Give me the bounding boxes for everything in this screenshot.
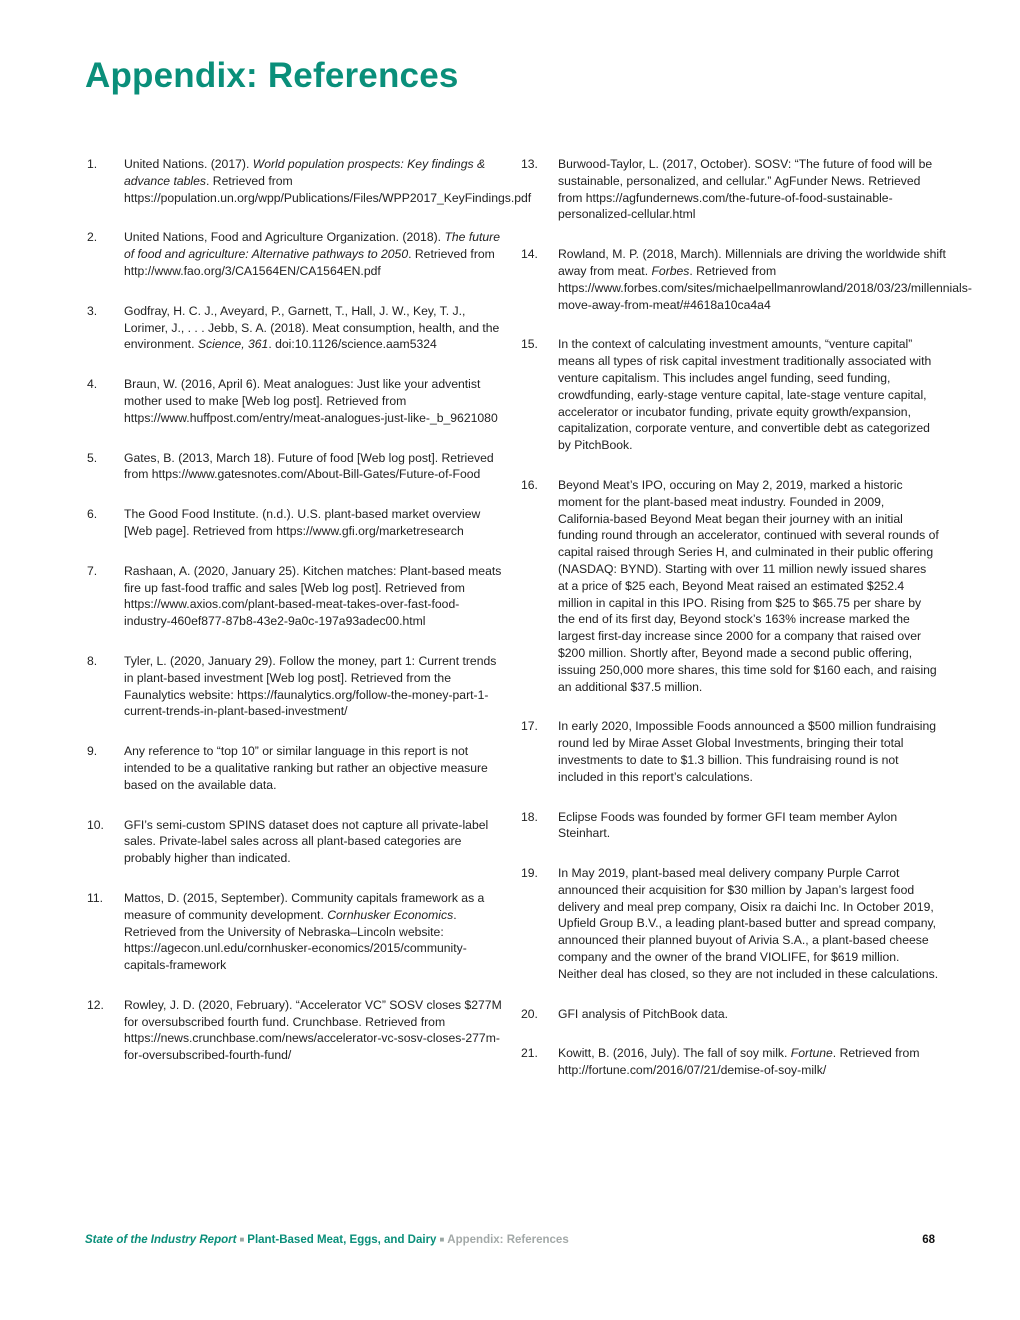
reference-number: 2. [87, 230, 98, 245]
reference-text [124, 506, 502, 540]
reference-text-segment: Eclipse Foods was founded by former GFI team member Aylon Steinhart. [558, 809, 898, 841]
reference-number: 9. [87, 744, 98, 759]
reference-text [124, 376, 502, 426]
footer-separator: ■ [439, 1235, 445, 1244]
reference-text-segment: Tyler, L. (2020, January 29). Follow the money, part 1: Current trends in plant-based investment [Web log post]. Retrieved from the Faunalytics website: https://faunalytics.org/follow-the-money-part-1-current-trends-in-plant-based-investment/ [124, 653, 497, 719]
reference-item [87, 997, 502, 1064]
reference-number: 5. [87, 450, 98, 465]
reference-number: 12. [87, 997, 104, 1012]
reference-text-segment: United Nations. (2017). [124, 157, 253, 171]
reference-number: 6. [87, 507, 98, 522]
reference-number: 15. [521, 337, 538, 352]
reference-text [558, 156, 939, 223]
footer-topic: Plant-Based Meat, Eggs, and Dairy [247, 1234, 437, 1246]
reference-title-italic: Forbes [651, 263, 690, 278]
reference-title-italic: The future of food and agriculture: Alternative pathways to 2050 [124, 230, 501, 262]
reference-number: 1. [87, 157, 98, 171]
reference-text-segment: Godfray, H. C. J., Aveyard, P., Garnett, T., Hall, J. W., Key, T. J., Lorimer, J., . . . Jebb, S. A. (2018). Meat consumption, health, and the environment. [124, 303, 500, 352]
reference-number: 18. [521, 809, 538, 824]
reference-text [124, 156, 531, 206]
page-footer [85, 1234, 935, 1246]
reference-text [124, 743, 502, 793]
reference-text-segment: . Retrieved from the University of Nebraska–Lincoln website: https://agecon.unl.edu/cornhusker-economics/2015/community-capitals-framework [124, 907, 467, 973]
reference-text [558, 718, 939, 785]
reference-text-segment: United Nations, Food and Agriculture Organization. (2018). [124, 230, 445, 245]
reference-item [521, 1006, 939, 1023]
reference-title-italic: World population prospects: Key findings & advance tables [124, 157, 486, 188]
reference-text [124, 997, 502, 1064]
reference-number: 4. [87, 377, 98, 392]
reference-text [124, 817, 502, 867]
reference-text-segment: . Retrieved from https://www.forbes.com/sites/michaelpellmanrowland/2018/03/23/millennials-move-away-from-meat/#4618a10ca4a4 [558, 263, 972, 312]
reference-text [558, 865, 939, 983]
reference-item [87, 743, 502, 793]
reference-item [87, 653, 502, 720]
reference-text-segment: Rowland, M. P. (2018, March). Millennials are driving the worldwide shift away from meat. [558, 247, 946, 278]
reference-text [558, 246, 972, 313]
reference-item [87, 890, 502, 974]
reference-text-segment: Rowley, J. D. (2020, February). “Accelerator VC” SOSV closes $277M for oversubscribed fourth fund. Crunchbase. Retrieved from https://news.crunchbase.com/news/accelerator-vc-sosv-closes-277m-for-oversubscribed-fourth-fund/ [124, 997, 502, 1063]
reference-item [521, 246, 972, 313]
reference-text [124, 303, 502, 353]
reference-item [521, 865, 939, 983]
reference-item [87, 229, 502, 279]
reference-item [87, 376, 502, 426]
reference-item [521, 1045, 939, 1079]
reference-number: 7. [87, 563, 98, 578]
reference-item [521, 718, 939, 785]
reference-title-italic: Fortune [790, 1046, 833, 1061]
reference-text-segment: GFI analysis of PitchBook data. [558, 1006, 729, 1021]
reference-number: 3. [87, 303, 98, 318]
reference-text-segment: Any reference to “top 10” or similar language in this report is not intended to be a qualitative ranking but rather an objective measure based on the available data. [124, 744, 488, 792]
reference-item [87, 450, 502, 484]
reference-item [87, 303, 502, 353]
reference-text-segment: . Retrieved from http://www.fao.org/3/CA1564EN/CA1564EN.pdf [124, 247, 495, 278]
reference-text-segment: In the context of calculating investment amounts, “venture capital” means all types of risk capital investment traditionally associated with venture capitalism. This includes angel funding, seed funding, crowdfunding, early-stage venture capital, late-stage venture capital, accelerator or incubator funding, private equity growth/expansion, capitalization, corporate venture, and convertible debt as categorized by PitchBook. [558, 337, 932, 453]
reference-text [124, 890, 502, 974]
reference-number: 19. [521, 866, 538, 881]
reference-text-segment: . Retrieved from https://population.un.org/wpp/Publications/Files/WPP2017_KeyFindings.pdf [124, 173, 532, 205]
reference-title-italic: Science, 361 [197, 337, 269, 352]
page-title: Appendix: References [85, 56, 459, 95]
reference-item [87, 506, 502, 540]
footer-section: Appendix: References [447, 1234, 569, 1246]
reference-number: 8. [87, 653, 98, 668]
reference-text [124, 229, 502, 279]
reference-text-segment: . doi:10.1126/science.aam5324 [268, 337, 437, 352]
reference-item [87, 817, 502, 867]
references-column-right [521, 156, 972, 1079]
reference-number: 20. [521, 1006, 538, 1021]
reference-text-segment: . Retrieved from http://fortune.com/2016/07/21/demise-of-soy-milk/ [558, 1046, 920, 1078]
reference-text-segment: In May 2019, plant-based meal delivery company Purple Carrot announced their acquisition for $30 million by Japan’s largest food delivery and meal prep company, Oisix ra daichi Inc. In October 2019, Upfield Group B.V., a leading plant-based butter and spread company, announced their planned buyout of Arivia S.A., a plant-based cheese company and the owner of the brand VIOLIFE, for $619 million. Neither deal has closed, so they are not included in these calculations. [558, 866, 939, 981]
reference-text-segment: Burwood-Taylor, L. (2017, October). SOSV: “The future of food will be sustainable, personalized, and cellular.” AgFunder News. Retrieved from https://agfundernews.com/the-future-of-food-sustainable-personalized-cellular.html [558, 157, 933, 222]
reference-text-segment: Rashaan, A. (2020, January 25). Kitchen matches: Plant-based meats fire up fast-food traffic and sales [Web log post]. Retrieved from https://www.axios.com/plant-based-meat-takes-over-fast-food-industry-460ef877-87b8-43e2-9a0c-197a93adec00.html [124, 563, 502, 629]
reference-text [558, 809, 939, 843]
footer-report-title: State of the Industry Report [85, 1234, 237, 1246]
reference-item [521, 809, 939, 843]
footer-separator: ■ [239, 1235, 245, 1244]
reference-text [124, 563, 502, 630]
reference-item [87, 563, 502, 630]
reference-text-segment: Gates, B. (2013, March 18). Future of food [Web log post]. Retrieved from https://www.gatesnotes.com/About-Bill-Gates/Future-of-Food [124, 450, 494, 482]
page-number: 68 [922, 1234, 935, 1246]
reference-number: 13. [521, 157, 538, 171]
reference-text [124, 450, 502, 484]
reference-title-italic: Cornhusker Economics [327, 907, 454, 922]
reference-text [124, 653, 502, 720]
reference-item [521, 336, 939, 454]
reference-text-segment: In early 2020, Impossible Foods announced a $500 million fundraising round led by Mirae Asset Global Investments, bringing their total investments to date to $1.3 billion. This fundraising round is not included in this report’s calculations. [558, 719, 937, 784]
reference-number: 16. [521, 477, 538, 492]
reference-text [558, 1045, 939, 1079]
reference-item [521, 156, 939, 223]
reference-number: 11. [87, 890, 104, 905]
reference-number: 10. [87, 817, 104, 832]
reference-text [558, 1006, 939, 1023]
reference-text [558, 336, 939, 454]
reference-text-segment: GFI’s semi-custom SPINS dataset does not capture all private-label sales. Private-label sales across all plant-based categories are probably higher than indicated. [124, 817, 489, 866]
reference-item [521, 477, 939, 695]
reference-text-segment: Mattos, D. (2015, September). Community capitals framework as a measure of community development. [124, 890, 485, 922]
reference-number: 14. [521, 247, 538, 262]
reference-number: 21. [521, 1046, 538, 1061]
reference-text [558, 477, 939, 695]
reference-text-segment: Beyond Meat’s IPO, occuring on May 2, 2019, marked a historic moment for the plant-based meat industry. Founded in 2009, California-based Beyond Meat began their journey with an initial funding round through an accelerator, continued with several rounds of capital raised through Series H, and culminated in their public offering (NASDAQ: BYND). Starting with over 11 million newly issued shares at a price of $25 each, Beyond Meat raised an estimated $252.4 million in capital in this IPO. Rising from $25 to $65.75 per share by the end of its first day, Beyond stock’s 163% increase marked the largest first-day increase since 2000 for a company that raised over $200 million. Shortly after, Beyond made a second public offering, issuing 250,000 more shares, this time sold for $160 each, and raising an additional $37.5 million. [558, 477, 939, 694]
reference-number: 17. [521, 719, 538, 734]
reference-text-segment: Kowitt, B. (2016, July). The fall of soy milk. [558, 1046, 791, 1061]
reference-text-segment: Braun, W. (2016, April 6). Meat analogues: Just like your adventist mother used to make [Web log post]. Retrieved from https://www.huffpost.com/entry/meat-analogues-just-like-_b_9621080 [124, 377, 498, 425]
reference-text-segment: The Good Food Institute. (n.d.). U.S. plant-based market overview [Web page]. Retrieved from https://www.gfi.org/marketresearch [124, 507, 481, 538]
